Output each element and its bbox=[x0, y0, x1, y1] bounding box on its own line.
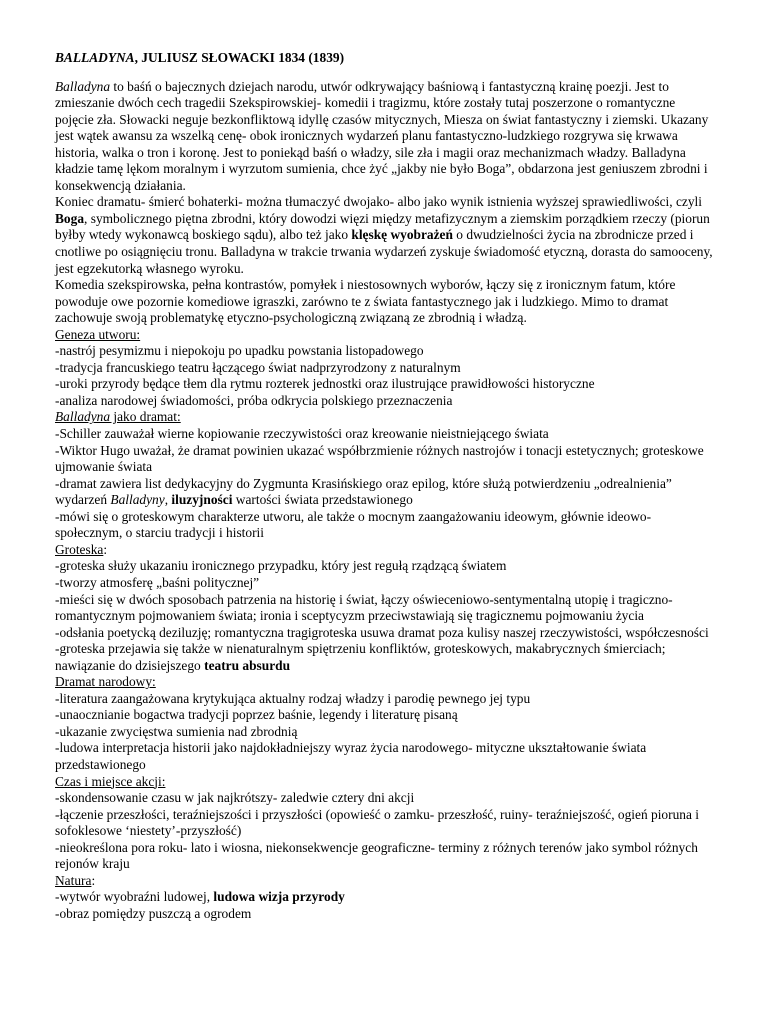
national-item: -ukazanie zwycięstwa sumienia nad zbrodnią bbox=[55, 723, 298, 739]
drama-item: -Schiller zauważał wierne kopiowanie rzeczywistości oraz kreowanie nieistniejącego świata bbox=[55, 426, 549, 442]
drama-item3-c: , bbox=[164, 492, 172, 508]
document-title bbox=[55, 50, 715, 67]
nature-item: -obraz pomiędzy puszczą a ogrodem bbox=[55, 905, 252, 921]
national-item: -unaocznianie bogactwa tradycji poprzez baśnie, legendy i literaturę pisaną bbox=[55, 707, 458, 723]
drama-heading-rest: jako dramat: bbox=[110, 409, 181, 425]
grotesque-last-bold: teatru absurdu bbox=[204, 657, 291, 673]
nature-heading-colon: : bbox=[91, 872, 96, 888]
genesis-item: -analiza narodowej świadomości, próba odkrycia polskiego przeznaczenia bbox=[55, 392, 453, 408]
time-item: -skondensowanie czasu w jak najkrótszy- zaledwie cztery dni akcji bbox=[55, 790, 415, 806]
ending-text-a: Koniec dramatu- śmierć bohaterki- można tłumaczyć dwojako- albo jako wynik istnienia wyższej sprawiedliwości, czyli bbox=[55, 194, 703, 210]
nature-item bbox=[55, 889, 715, 906]
drama-item: -mówi się o groteskowym charakterze utworu, ale także o mocnym zaangażowaniu ideowym, głównie ideowo-społecznym, o starciu tradycji i historii bbox=[55, 508, 652, 541]
grotesque-item: -mieści się w dwóch sposobach patrzenia na historię i świat, łączy oświeceniowo-sentymentalną utopię i tragiczno-romantycznym pojmowaniem świata; ironia i sceptycyzm przeciwstawiają się tragicznemu pojmowaniu życia bbox=[55, 591, 673, 624]
intro-text: to baśń o bajecznych dziejach narodu, utwór odkrywający baśniową i fantastyczną krainę poezji. Jest to zmieszanie dwóch cech tragedii Szekspirowskiej- komedii i tragizmu, które zostały tutaj poszerzone o romantyczne pojęcie zła. Słowacki neguje bezkonfliktową idyllę czasów mitycznych, Miesza on świat fantastyczny i ziemski. Ukazany jest wątek awansu za wszelką cenę- obok ironicznych wydarzeń planu fantastyczno-ludzkiego rozgrywa się krwawa historia, walka o tron i koronę. Jest to poniekąd baśń o władzy, sile zła i magii oraz mechanizmach władzy. Balladyna kładzie tamę lękom moralnym i wyrzutom sumienia, chce żyć „jakby nie było Boga”, obdarzona jest geniuszem zbrodni i konsekwencją działania. bbox=[55, 78, 709, 193]
ending-bold-kleske: klęskę wyobrażeń bbox=[351, 227, 453, 243]
drama-item: -Wiktor Hugo uważał, że dramat powinien ukazać współbrzmienie różnych nastrojów i tonacji estetycznych; groteskowe ujmowanie świata bbox=[55, 442, 704, 475]
drama-heading-italic: Balladyna bbox=[55, 409, 111, 425]
drama-heading bbox=[55, 409, 715, 426]
title-italic: BALLADYNA bbox=[55, 50, 135, 65]
drama-item3-italic: Balladyny bbox=[110, 492, 165, 508]
national-item: -literatura zaangażowana krytykująca aktualny rodzaj władzy i parodię pewnego jej typu bbox=[55, 690, 531, 706]
national-item: -ludowa interpretacja historii jako najdokładniejszy wyraz życia narodowego- mityczne ukształtowanie świata przedstawionego bbox=[55, 740, 647, 772]
genesis-item: -uroki przyrody będące tłem dla rytmu rozterek jednostki oraz ilustrujące prawidłowości historyczne bbox=[55, 376, 595, 392]
ending-bold-boga: Boga bbox=[55, 210, 85, 226]
grotesque-heading-colon: : bbox=[103, 541, 108, 557]
grotesque-heading-text: Groteska bbox=[55, 541, 104, 557]
grotesque-item: -groteska służy ukazaniu ironicznego przypadku, który jest regułą rządzącą światem bbox=[55, 558, 507, 574]
grotesque-item: -odsłania poetycką deziluzję; romantyczna tragigroteska usuwa dramat poza kulisy naszej rzeczywistości, współczesności bbox=[55, 624, 709, 640]
grotesque-item: -tworzy atmosferę „baśni politycznej” bbox=[55, 574, 260, 590]
time-heading: Czas i miejsce akcji: bbox=[55, 773, 166, 789]
genesis-item: -tradycja francuskiego teatru łączącego świat nadprzyrodzony z naturalnym bbox=[55, 359, 461, 375]
national-heading: Dramat narodowy: bbox=[55, 674, 156, 690]
nature-item1-text: -wytwór wyobraźni ludowej, bbox=[55, 889, 214, 905]
grotesque-item bbox=[55, 641, 715, 674]
drama-item3-e: wartości świata przedstawionego bbox=[232, 492, 413, 508]
nature-item1-bold: ludowa wizja przyrody bbox=[213, 889, 345, 905]
ending-text-c: , symbolicznego piętna zbrodni, który dowodzi więzi między metafizycznym a ziemskim porządkiem rzeczy (piorun byłby wtedy wykonawcą boskiego sądu), albo też jako bbox=[55, 210, 710, 243]
grotesque-last-text: -groteska przejawia się także w nienaturalnym spiętrzeniu konfliktów, groteskowych, makabrycznych śmierciach; nawiązanie do dzisiejszego bbox=[55, 641, 666, 673]
genesis-heading: Geneza utworu: bbox=[55, 326, 141, 342]
time-item: -łączenie przeszłości, teraźniejszości i przyszłości (opowieść o zamku- przeszłość, ruiny- teraźniejszość, ogień pioruna i sofoklesowe ‘niestety’-przyszłość) bbox=[55, 806, 699, 839]
intro-italic: Balladyna bbox=[55, 78, 111, 94]
title-rest: , JULIUSZ SŁOWACKI 1834 (1839) bbox=[134, 50, 345, 65]
drama-item bbox=[55, 476, 715, 509]
intro-paragraph bbox=[55, 79, 715, 195]
grotesque-heading bbox=[55, 542, 715, 559]
time-item: -nieokreślona pora roku- lato i wiosna, niekonsekwencje geograficzne- terminy z różnych terenów jako symbol różnych rejonów kraju bbox=[55, 839, 698, 872]
drama-item3-a: -dramat zawiera list dedykacyjny do Zygmunta Krasińskiego oraz epilog, które służą potwierdzeniu „odrealnienia” wydarzeń bbox=[55, 475, 672, 508]
drama-item3-bold: iluzyjności bbox=[171, 492, 233, 508]
ending-text-e: o dwudzielności życia na zbrodnicze przed i cnotliwe po osiągnięciu tronu. Balladyna w trakcie trwania wydarzeń zyskuje świadomość etyczną, dorasta do samooceny, jest egzekutorką własnego wyroku. bbox=[55, 227, 713, 276]
document-page bbox=[55, 50, 715, 922]
nature-heading-text: Natura bbox=[55, 872, 92, 888]
nature-heading bbox=[55, 873, 715, 890]
ending-paragraph bbox=[55, 194, 715, 277]
genesis-item: -nastrój pesymizmu i niepokoju po upadku powstania listopadowego bbox=[55, 343, 424, 359]
comedy-paragraph: Komedia szekspirowska, pełna kontrastów, pomyłek i niestosownych wyborów, łączy się z ironicznym fatum, które powoduje owe pozornie komediowe igraszki, zarówno te z świata fantastycznego jak i ludzkiego. Mimo to dramat zachowuje swoją problematykę etyczno-psychologiczną związaną ze zbrodnią i władzą. bbox=[55, 277, 676, 326]
